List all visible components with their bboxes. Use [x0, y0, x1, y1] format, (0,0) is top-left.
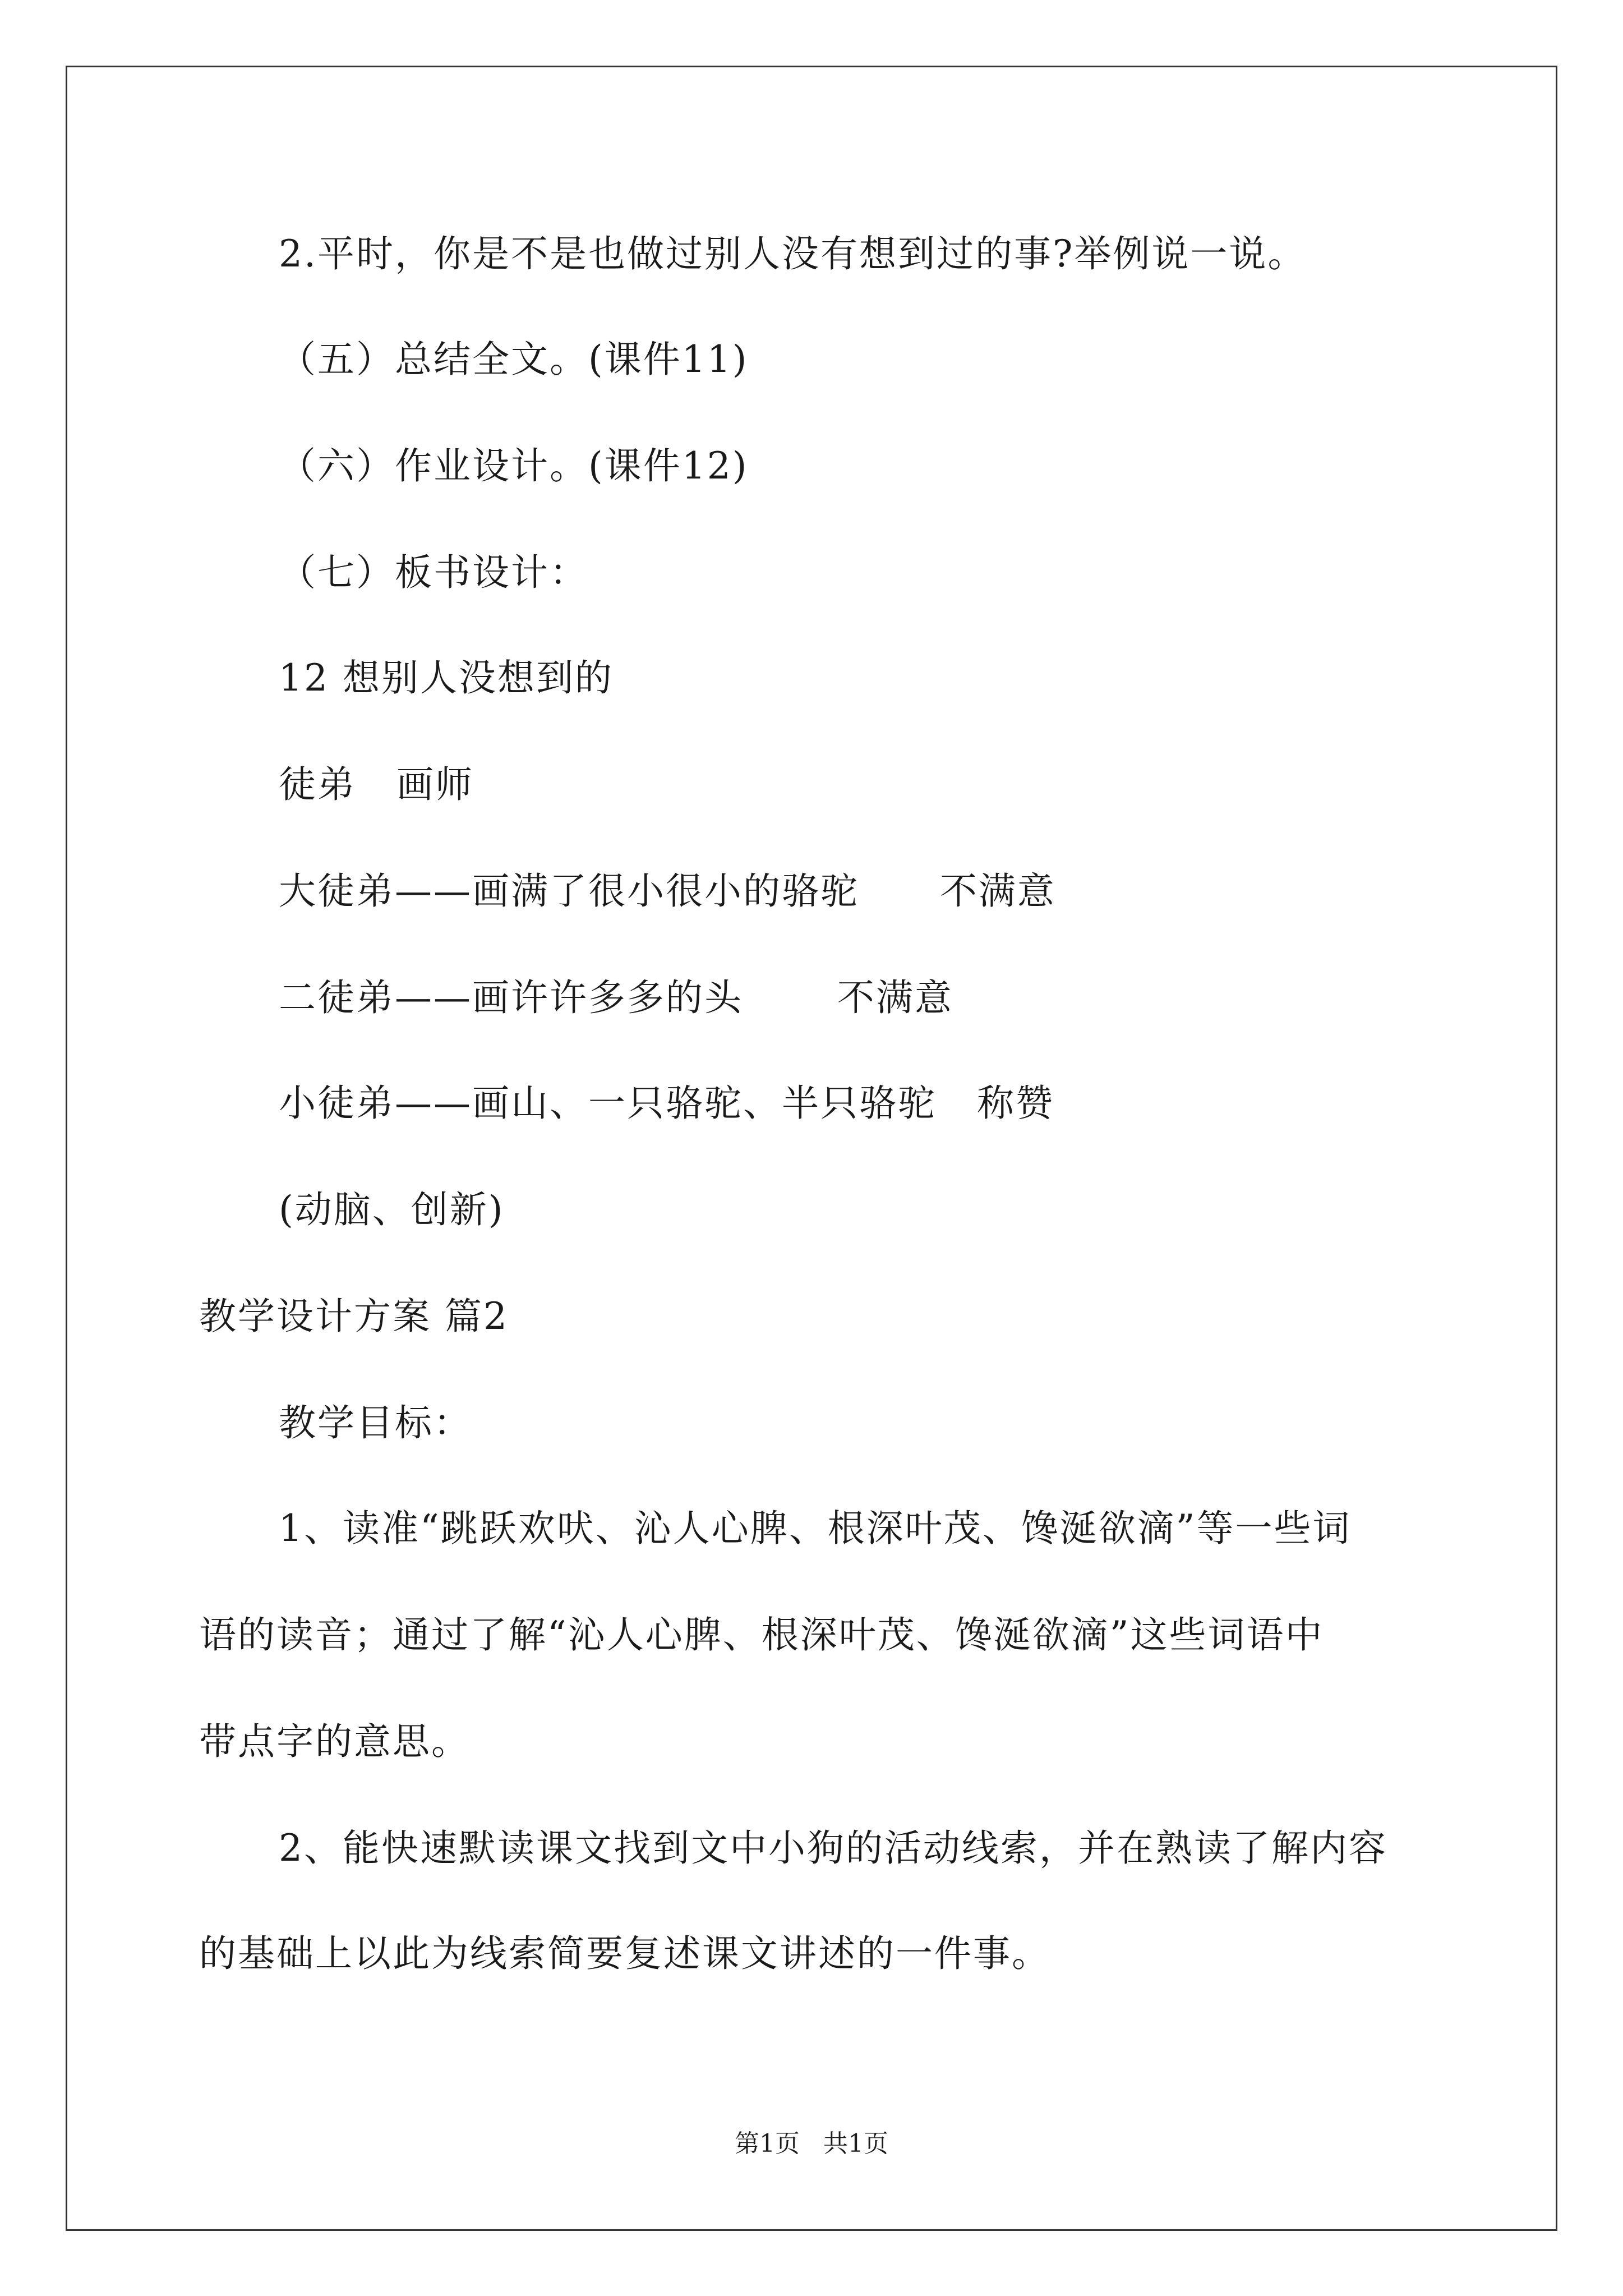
board-title: 12 想别人没想到的 — [279, 656, 614, 700]
page-border — [66, 66, 1557, 2231]
board-line-apprentice-master: 徒弟 画师 — [279, 763, 474, 806]
section-5-summary: （五）总结全文。(课件11) — [279, 338, 749, 381]
page-footer: 第1页 共1页 — [735, 2129, 888, 2158]
goal-1-line-2: 语的读音；通过了解“沁人心脾、根深叶茂、馋涎欲滴”这些词语中 — [199, 1613, 1324, 1657]
goal-1-line-3: 带点字的意思。 — [199, 1720, 470, 1763]
board-line-first-apprentice: 大徒弟——画满了很小很小的骆驼 不满意 — [279, 869, 1056, 913]
goal-1-line-1: 1、读准“跳跃欢吠、沁人心脾、根深叶茂、馋涎欲滴”等一些词 — [279, 1507, 1352, 1550]
paragraph-question-2: 2.平时，你是不是也做过别人没有想到过的事?举例说一说。 — [279, 232, 1307, 275]
board-line-summary: (动脑、创新) — [279, 1188, 505, 1231]
section-heading-plan-2: 教学设计方案 篇2 — [199, 1295, 509, 1338]
teaching-goals-heading: 教学目标： — [279, 1401, 472, 1444]
board-line-youngest-apprentice: 小徒弟——画山、一只骆驼、半只骆驼 称赞 — [279, 1082, 1054, 1125]
goal-2-line-2: 的基础上以此为线索简要复述课文讲述的一件事。 — [199, 1932, 1050, 1975]
goal-2-line-1: 2、能快速默读课文找到文中小狗的活动线索，并在熟读了解内容 — [279, 1826, 1387, 1870]
board-line-second-apprentice: 二徒弟——画许许多多的头 不满意 — [279, 976, 953, 1019]
section-6-homework: （六）作业设计。(课件12) — [279, 444, 749, 487]
section-7-board-design: （七）板书设计： — [279, 551, 588, 594]
